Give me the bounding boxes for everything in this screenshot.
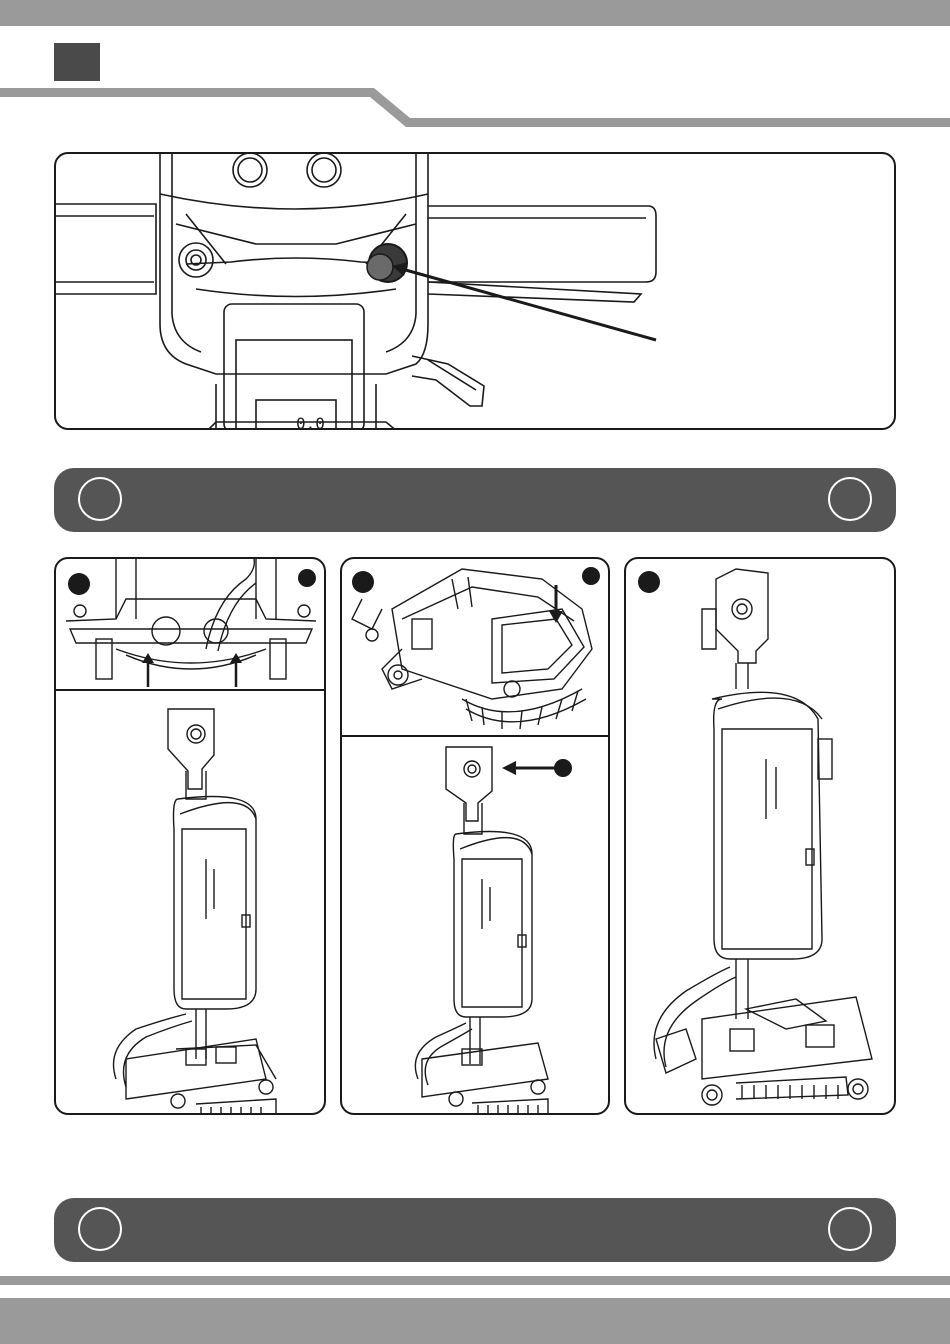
panel-a-drawing (56, 559, 326, 1115)
panel-b-drawing (342, 559, 610, 1115)
section-banner-2 (54, 1198, 896, 1262)
banner-right-circle (828, 1207, 872, 1251)
step-marker-icon (638, 571, 660, 593)
step-panel-c (624, 557, 896, 1115)
header-rule (0, 0, 950, 130)
panel-c-drawing (626, 559, 896, 1115)
footer-bar (0, 1298, 950, 1344)
banner-left-circle (78, 1207, 122, 1251)
step-marker-icon (68, 573, 90, 595)
step-marker-icon (554, 759, 572, 777)
step-panel-a (54, 557, 326, 1115)
step-marker-icon (352, 571, 374, 593)
step-marker-icon (582, 567, 600, 585)
display-readout: 0.0 (296, 414, 325, 432)
control-panel-illustration (54, 152, 896, 430)
callout-arrow-icon (402, 269, 656, 340)
step-panel-b (340, 557, 610, 1115)
banner-left-circle (78, 477, 122, 521)
footer-rule (0, 1276, 950, 1285)
step-marker-icon (298, 569, 316, 587)
handle-drawing (56, 154, 896, 430)
banner-right-circle (828, 477, 872, 521)
section-banner-1 (54, 468, 896, 532)
